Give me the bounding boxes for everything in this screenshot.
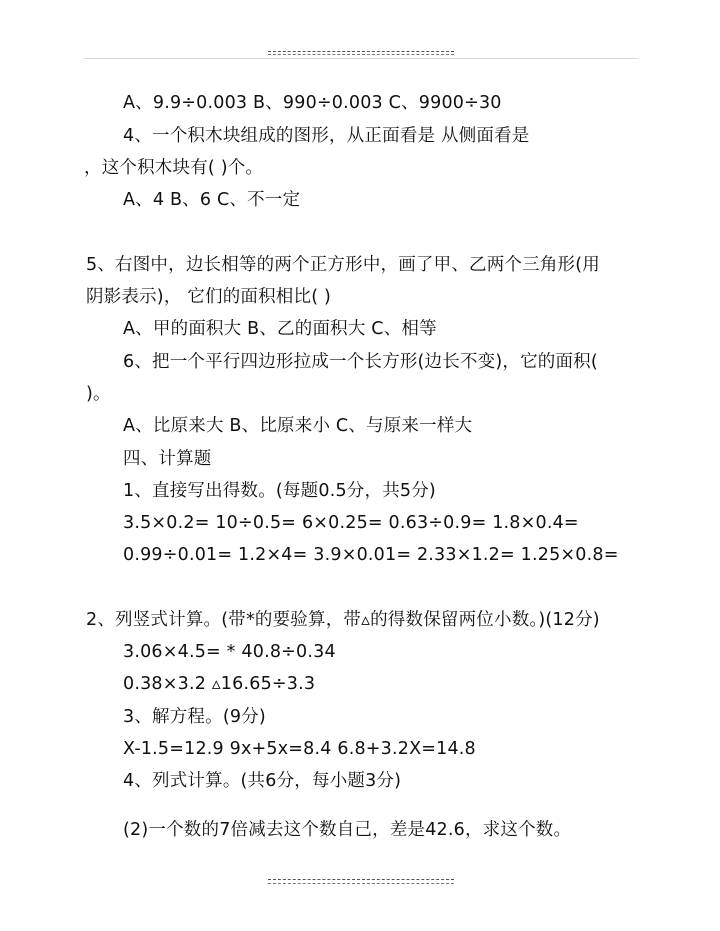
- q4-question-continued: ，这个积木块有( )个。: [84, 158, 264, 178]
- q3-options: A、9.9÷0.003 B、990÷0.003 C、9900÷30: [123, 93, 502, 113]
- footer-dashed-rule: [268, 879, 454, 880]
- calc-3-equations: X-1.5=12.9 9x+5x=8.4 6.8+3.2X=14.8: [123, 739, 476, 759]
- calc-4-instruction: 4、列式计算。(共6分，每小题3分): [123, 771, 402, 791]
- header-divider: [84, 58, 638, 59]
- calc-1-row-1: 3.5×0.2= 10÷0.5= 6×0.25= 0.63÷0.9= 1.8×0.4=: [123, 513, 579, 533]
- q4-options: A、4 B、6 C、不一定: [123, 190, 301, 210]
- q5-options: A、甲的面积大 B、乙的面积大 C、相等: [123, 319, 437, 339]
- calc-1-instruction: 1、直接写出得数。(每题0.5分，共5分): [123, 481, 436, 501]
- calc-1-row-2: 0.99÷0.01= 1.2×4= 3.9×0.01= 2.33×1.2= 1.25×0.8=: [123, 545, 619, 565]
- q4-question: 4、一个积木块组成的图形，从正面看是 从侧面看是: [123, 126, 530, 146]
- calc-2-instruction: 2、列竖式计算。(带*的要验算，带▵的得数保留两位小数。)(12分): [86, 610, 600, 630]
- q5-question-continued: 阴影表示)， 它们的面积相比( ): [86, 287, 332, 307]
- footer-dashed-rule-2: [268, 883, 454, 884]
- calc-2-row-2: 0.38×3.2 ▵16.65÷3.3: [123, 674, 316, 694]
- q5-question: 5、右图中，边长相等的两个正方形中，画了甲、乙两个三角形(用: [86, 255, 600, 275]
- header-dashed-rule-2: [268, 54, 454, 55]
- calc-2-row-1: 3.06×4.5= * 40.8÷0.34: [123, 642, 336, 662]
- q6-question-continued: )。: [86, 384, 111, 404]
- calc-3-instruction: 3、解方程。(9分): [123, 707, 266, 727]
- q6-question: 6、把一个平行四边形拉成一个长方形(边长不变)，它的面积(: [123, 352, 598, 372]
- header-dashed-rule: [268, 51, 454, 52]
- section-heading: 四、计算题: [123, 449, 212, 469]
- calc-4-problem-2: (2)一个数的7倍减去这个数自己，差是42.6，求这个数。: [123, 820, 572, 840]
- q6-options: A、比原来大 B、比原来小 C、与原来一样大: [123, 416, 473, 436]
